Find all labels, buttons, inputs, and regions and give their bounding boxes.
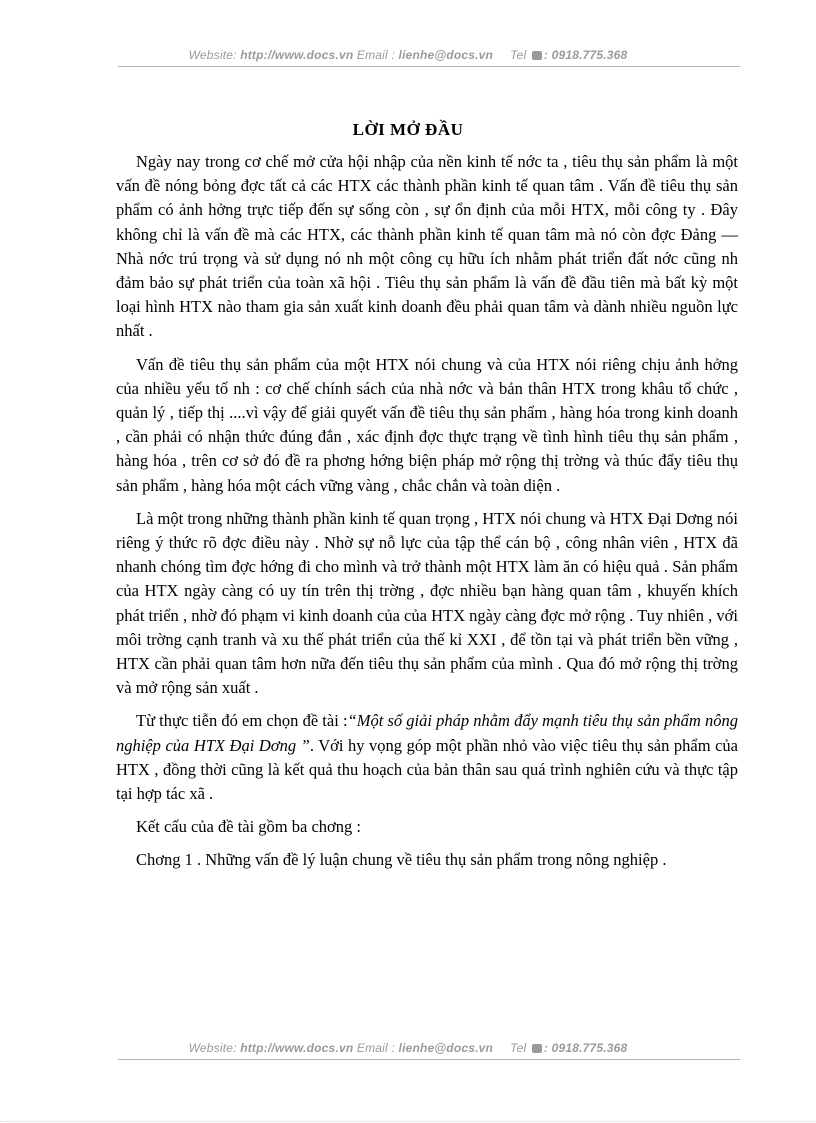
phone-icon <box>532 51 542 60</box>
page-title: LỜI MỞ ĐẦU <box>352 120 464 139</box>
email-label: Email : <box>356 48 395 62</box>
document-body <box>116 150 738 882</box>
tel-value: : 0918.775.368 <box>543 48 628 62</box>
paragraph-1: Ngày nay trong cơ chế mở cửa hội nhập của nền kinh tế nớc ta , tiêu thụ sản phẩm là một vấn đề nóng bỏng đợc tất cả các HTX các thành phần kinh tế quan tâm . Vấn đề tiêu thụ sản phẩm có ảnh hởng trực tiếp đến sự sống còn , sự ổn định của mỗi HTX, mỗi công ty . Đây không chỉ là vấn đề mà các HTX, các thành phần kinh tế quan tâm mà nó còn đợc Đảng — Nhà nớc trú trọng và sử dụng nó nh một công cụ hữu ích nhằm phát triển đất nớc cũng nh đảm bảo sự phát triển của toàn xã hội . Tiêu thụ sản phẩm là vấn đề đầu tiên mà bất kỳ một loại hình HTX nào tham gia sản xuất kinh doanh đều phải quan tâm và dành nhiều nguồn lực nhất . <box>116 152 738 341</box>
footer-tel-label: Tel <box>510 1041 527 1055</box>
paragraph-4-start: Từ thực tiễn đó em chọn đề tài : <box>136 711 348 731</box>
footer-tel-value: : 0918.775.368 <box>543 1041 628 1055</box>
paragraph-3: Là một trong những thành phần kinh tế quan trọng , HTX nói chung và HTX Đại Dơng nói riêng ý thức rõ đợc điều này . Nhờ sự nỗ lực của tập thể cán bộ , công nhân viên , HTX đã nhanh chóng tìm đợc hớng đi cho mình và trở thành một HTX làm ăn có hiệu quả . Sản phẩm của HTX ngày càng có uy tín trên thị trờng , đợc nhiều bạn hàng quan tâm , khuyến khích phát triển , nhờ đó phạm vi kinh doanh của của HTX ngày càng đợc mở rộng . Tuy nhiên , với môi trờng cạnh tranh và xu thế phát triển của thế kỉ XXI , để tồn tại và phát triển bền vững , HTX cần phải quan tâm hơn nữa đến tiêu thụ sản phẩm của mình . Qua đó mở rộng thị trờng và mở rộng sản xuất . <box>116 508 738 698</box>
footer-email-value[interactable]: lienhe@docs.vn <box>398 1041 494 1055</box>
paragraph-4 <box>116 709 738 806</box>
footer-website-url[interactable]: http://www.docs.vn <box>240 1041 354 1055</box>
footer-website-label: Website: <box>188 1041 237 1055</box>
thesis-topic: “Một số giải pháp nhằm đẩy mạnh tiêu thụ sản phẩm nông nghiệp của HTX Đại Dơng ” <box>116 711 738 755</box>
email-value[interactable]: lienhe@docs.vn <box>398 48 494 62</box>
paragraph-5: Kết cấu của đề tài gồm ba chơng : <box>136 817 361 837</box>
tel-label: Tel <box>510 48 527 62</box>
footer-rule <box>118 1059 740 1060</box>
paragraph-6: Chơng 1 . Những vấn đề lý luận chung về tiêu thụ sản phẩm trong nông nghiệp . <box>136 850 667 870</box>
website-label: Website: <box>188 48 237 62</box>
header-rule <box>118 66 740 67</box>
website-url[interactable]: http://www.docs.vn <box>240 48 354 62</box>
page-footer <box>0 1041 816 1055</box>
paragraph-2: Vấn đề tiêu thụ sản phẩm của một HTX nói chung và của HTX nói riêng chịu ảnh hởng của nhiều yếu tố nh : cơ chế chính sách của nhà nớc và bản thân HTX trong khâu tổ chức , quản lý , tiếp thị ....vì vậy để giải quyết vấn đề tiêu thụ sản phẩm , hàng hóa trong kinh doanh , cần phải có nhận thức đúng đắn , xác định đợc thực trạng về tình hình tiêu thụ sản phẩm , hàng hóa , trên cơ sở đó đề ra phơng hớng biện pháp mở rộng thị trờng và thúc đẩy tiêu thụ sản phẩm , hàng hóa một cách vững vàng , chắc chắn và toàn diện . <box>116 354 738 495</box>
footer-email-label: Email : <box>356 1041 395 1055</box>
paragraph-4-end: . Với hy vọng góp một phần nhỏ vào việc tiêu thụ sản phẩm của HTX , đồng thời cũng là kết quả thu hoạch của bản thân sau quá trình nghiên cứu và thực tập tại hợp tác xã . <box>116 735 738 804</box>
page-bottom-border <box>0 1121 816 1122</box>
phone-icon <box>532 1044 542 1053</box>
page-header <box>0 48 816 62</box>
